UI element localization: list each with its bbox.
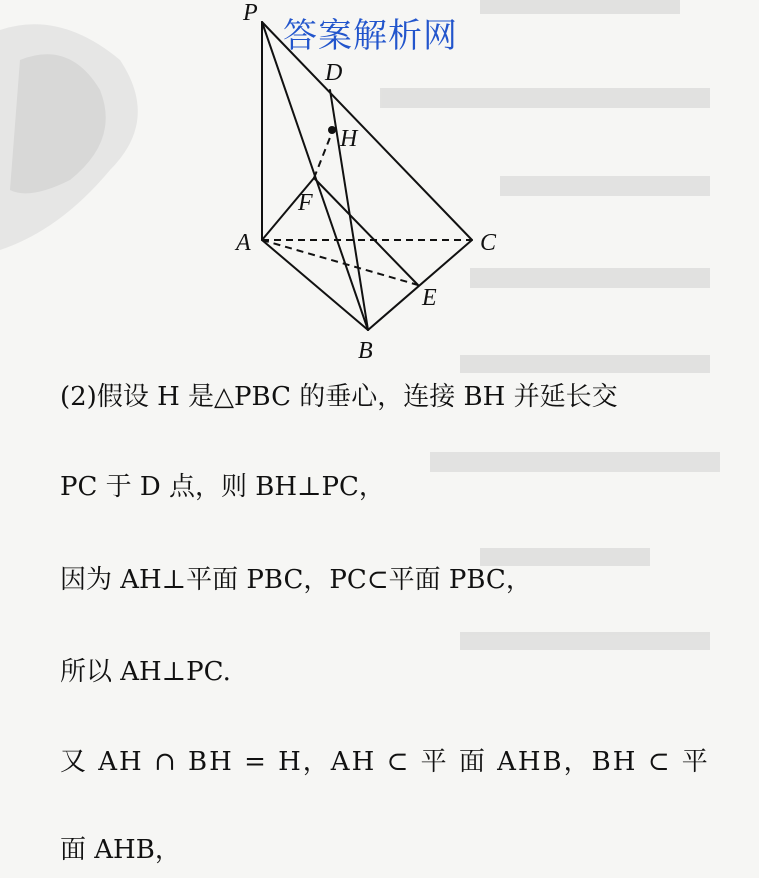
edge-BC	[368, 240, 472, 330]
watermark-text: 答案解析网	[283, 16, 458, 56]
proof-line-3: 因为 AH⊥平面 PBC，PC⊂平面 PBC，	[60, 565, 532, 595]
label-E: E	[422, 285, 437, 311]
proof-line-6: 面 AHB，	[60, 835, 181, 865]
label-D: D	[325, 60, 343, 86]
label-P: P	[243, 0, 258, 26]
label-B: B	[358, 338, 373, 364]
edge-FE	[314, 178, 418, 285]
proof-line-2: PC 于 D 点，则 BH⊥PC，	[60, 472, 385, 502]
dashed-FH	[314, 130, 333, 178]
edge-PC	[262, 22, 472, 240]
geometry-figure	[0, 0, 759, 370]
label-F: F	[298, 190, 313, 216]
label-A: A	[236, 230, 251, 256]
proof-line-5: 又 AH ∩ BH = H，AH ⊂ 平 面 AHB，BH ⊂ 平	[60, 747, 710, 777]
proof-line-1: (2)假设 H 是△PBC 的垂心，连接 BH 并延长交	[60, 382, 618, 412]
label-C: C	[480, 230, 497, 256]
label-H: H	[340, 126, 358, 152]
point-H	[328, 126, 336, 134]
proof-line-4: 所以 AH⊥PC.	[60, 657, 231, 687]
